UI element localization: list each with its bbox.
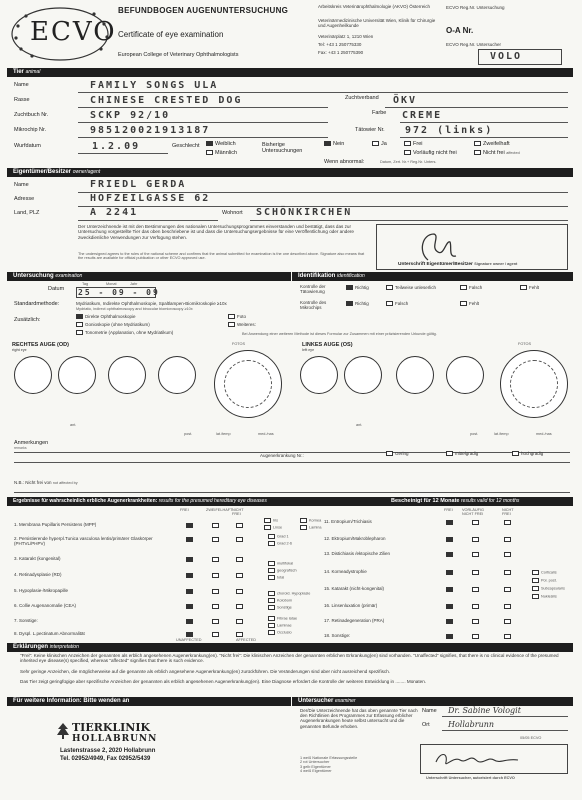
col-notfree: NICHT FREI: [232, 508, 244, 517]
result-sub-option[interactable]: Occlusio: [268, 630, 292, 635]
chip-correct-checkbox[interactable]: [346, 301, 353, 306]
result-checkbox[interactable]: [446, 570, 453, 575]
result-free-option[interactable]: Frei: [404, 141, 422, 147]
name-label: Name: [14, 82, 29, 88]
examiner-reg-value: VOLO: [490, 51, 523, 62]
owner-name-label: Name: [14, 182, 29, 188]
clinic-street: Lastenstrasse 2, 2020 Hollabrunn: [60, 748, 156, 754]
result-item-left: 5. Hypoplasie-/Mikropapille: [14, 588, 69, 593]
dist-3: 4 weiß Eigentümer: [300, 769, 332, 774]
male-option[interactable]: Männlich: [206, 150, 237, 156]
result-checkbox[interactable]: [446, 552, 453, 557]
cataract-sub-option[interactable]: Nukleäris: [532, 594, 557, 599]
not-affected-label: N.B.: Nicht frei von not affected by: [14, 480, 78, 485]
result-checkbox[interactable]: [504, 520, 511, 525]
result-sub-option[interactable]: Linse: [264, 525, 282, 530]
owner-signature: [416, 230, 466, 266]
section-owner: Eigentümer/Besitzer owner/agent: [7, 168, 573, 177]
gonio-option[interactable]: Gonioskopie (ohne Mydriatikum): [76, 322, 150, 327]
result-item-left: 1. Membrana Pupillaris Persistens (MPP): [14, 522, 97, 527]
form-subtitle: Certificate of eye examination: [118, 30, 224, 39]
result-checkbox[interactable]: [472, 619, 479, 624]
section-results-left: Ergebnisse für wahrscheinlich erbliche Augenerkrankheiten: results for the presumed hereditary eye diseases: [7, 497, 391, 506]
result-doubtful-checkbox[interactable]: [474, 141, 481, 146]
eye-orientation-label: med./nas: [536, 432, 552, 436]
country-value: A 2241: [90, 207, 139, 218]
result-item-right: 17. Retinadegeneration (PRA): [324, 618, 385, 623]
examiner-name: Dr. Sabine Vologit: [448, 706, 521, 715]
result-notfree-option[interactable]: Nicht frei affected: [474, 150, 520, 156]
fotos-right: FOTOS: [232, 342, 246, 346]
col-notfree-r: NICHT FREI: [502, 508, 514, 517]
date-month: Monat: [106, 282, 117, 286]
result-checkbox[interactable]: [212, 523, 219, 528]
result-sub-option[interactable]: Laminae: [268, 623, 292, 628]
result-item-right: 15. Katarakt (nicht-kongenital): [324, 586, 385, 591]
clinic-tel: Tel. 02952/4949, Fax 02952/5439: [60, 756, 151, 762]
result-checkbox[interactable]: [504, 634, 511, 639]
sex-label: Geschlecht: [172, 143, 200, 149]
additional-label: Zusätzlich:: [14, 317, 41, 323]
eye-diagram-circle: [446, 356, 484, 394]
standard-en: Mydriatic, indirect ophthalmoscopy and binocular biomicroscopy ≥10x: [76, 307, 193, 311]
result-sub-option[interactable]: Kolobom: [268, 598, 292, 603]
result-checkbox[interactable]: [504, 552, 511, 557]
result-checkbox[interactable]: [504, 570, 511, 575]
reg-value: O-A Nr.: [446, 26, 474, 35]
result-sub-option[interactable]: Sonstige: [268, 605, 292, 610]
result-sub-option[interactable]: Fibrae latae: [268, 616, 297, 621]
result-item-left: 8. Dyspl. L.pectinatum Abnormalität: [14, 631, 85, 636]
date-day: Tag: [82, 282, 89, 286]
result-checkbox[interactable]: [236, 632, 243, 637]
result-checkbox[interactable]: [472, 634, 479, 639]
form-version: 05/05 ECVO: [520, 736, 542, 740]
result-checkbox[interactable]: [236, 537, 243, 542]
result-item-right: 14. Korneadystrophie: [324, 569, 367, 574]
foto-checkbox[interactable]: [228, 314, 235, 319]
tattoo-label: Tätowier Nr.: [355, 127, 385, 133]
copy-distribution: [300, 756, 410, 773]
eye-diagram-circle: [396, 356, 434, 394]
city-label: Wohnort: [222, 210, 243, 216]
assoc-tel: Tel: +43 1 250775330: [318, 42, 362, 47]
examiner-reg-label: ECVO Reg.Nr. Untersucher: [446, 42, 502, 47]
result-checkbox[interactable]: [186, 604, 193, 609]
result-item-right: 13. Distichiasis /ektopische Zilien: [324, 551, 391, 556]
section-explanations: Erklärungen interpretation: [7, 643, 573, 652]
tattoo-missing-checkbox[interactable]: [520, 285, 527, 290]
direct-option[interactable]: Direkte Ophthalmoskopie: [76, 314, 136, 319]
result-checkbox[interactable]: [446, 604, 453, 609]
col-free: FREI: [180, 508, 189, 512]
cataract-sub-option[interactable]: Subcapsularis: [532, 586, 565, 591]
col-free-r: FREI: [444, 508, 453, 512]
result-unaffected-checkbox[interactable]: [404, 150, 411, 155]
fundus-ring: [510, 360, 558, 408]
eye-orientation-label: med./nas: [258, 432, 274, 436]
section-info: Für weitere Information: Bitte wenden an: [7, 697, 291, 706]
assoc-line1: Arbeitskreis Veterinärophthalmologie (AKVO) Österreich: [318, 4, 431, 9]
chip-wrong[interactable]: Falsch: [386, 301, 408, 306]
standard-label: Standardmethode:: [14, 301, 60, 307]
result-checkbox[interactable]: [212, 589, 219, 594]
eye-orientation-label: post.: [470, 432, 479, 436]
right-eye-label: RECHTES AUGE (OD) right eye: [12, 342, 69, 353]
result-checkbox[interactable]: [186, 589, 193, 594]
result-unaffected-option[interactable]: Vorläufig nicht frei: [404, 150, 457, 156]
result-checkbox[interactable]: [236, 573, 243, 578]
studbook-value: SCKP 92/10: [90, 110, 171, 121]
studbook-label: Zuchtbuch Nr.: [14, 112, 49, 118]
address-value: HOFZEILGASSE 62: [90, 193, 211, 204]
gonio-checkbox[interactable]: [76, 322, 83, 327]
eye-orientation-label: lat./temp: [494, 432, 509, 436]
examiner-signature-label: Unterschrift Untersucher, autorisiert durch ECVO: [426, 776, 515, 780]
tattoo-correct-checkbox[interactable]: [346, 285, 353, 290]
section-results-right: Bescheinigt für 12 Monate results valid for 12 months: [385, 497, 573, 506]
club-label: Zuchtverband: [345, 95, 379, 101]
examiner-signature: [432, 748, 522, 770]
tono-option[interactable]: Tonometrie (Applanation, ohne Mydriatikum): [76, 330, 173, 335]
chip-label: Mikrochip Nr.: [14, 127, 47, 133]
direct-checkbox[interactable]: [76, 314, 83, 319]
female-checkbox[interactable]: [206, 141, 213, 146]
result-checkbox[interactable]: [236, 523, 243, 528]
result-checkbox[interactable]: [446, 587, 453, 592]
result-checkbox[interactable]: [236, 589, 243, 594]
result-checkbox[interactable]: [236, 619, 243, 624]
clinic-name: TIERKLINIK: [72, 721, 151, 734]
dist-1: 2 rot Untersucher: [300, 760, 330, 765]
result-checkbox[interactable]: [446, 634, 453, 639]
affected-label: AFFECTED: [236, 638, 257, 642]
result-item-left: 7. Sonstige:: [14, 618, 38, 623]
chip-wrong-checkbox[interactable]: [386, 301, 393, 306]
result-checkbox[interactable]: [472, 587, 479, 592]
result-item-right: 16. Linsenluxation (primär): [324, 603, 378, 608]
consent-en: The undersigned agrees to the rules of the national scheme and confirms that the animal submitted for examination is the one described above. Signature also means that the results are available for official publication or other ECVO approved use.: [78, 252, 365, 261]
examiner-place-label: Ort: [422, 722, 430, 728]
result-checkbox[interactable]: [236, 557, 243, 562]
mild-checkbox[interactable]: [386, 451, 393, 456]
eye-diagram-circle: [58, 356, 96, 394]
eye-orientation-label: ant.: [70, 423, 77, 427]
result-checkbox[interactable]: [472, 520, 479, 525]
result-sub-option[interactable]: Iris: [264, 518, 278, 523]
dist-2: 3 gelb Eigentümer: [300, 764, 331, 769]
color-value: CREME: [402, 110, 443, 121]
eye-diagram-circle: [300, 356, 338, 394]
form-title: BEFUNDBOGEN AUGENUNTERSUCHUNG: [118, 6, 289, 15]
weitere-option[interactable]: Weiteres:: [228, 322, 256, 327]
result-checkbox[interactable]: [212, 537, 219, 542]
eye-diagram-circle: [158, 356, 196, 394]
result-item-left: 3. Katarakt (kongenital): [14, 556, 61, 561]
result-sub-option[interactable]: Grad 1: [268, 534, 289, 539]
section-animal: Tier animal: [7, 68, 573, 77]
owner-signature-label: Unterschrift Eigentümer/Besitzer Signature owner / agent: [398, 262, 518, 267]
birth-label: Wurfdatum: [14, 143, 41, 149]
eye-orientation-label: post.: [184, 432, 193, 436]
result-sub-option[interactable]: geografisch: [268, 568, 297, 573]
result-checkbox[interactable]: [186, 557, 193, 562]
result-free-checkbox[interactable]: [404, 141, 411, 146]
result-checkbox[interactable]: [504, 604, 511, 609]
result-checkbox[interactable]: [212, 619, 219, 624]
cataract-sub-option[interactable]: Pol. post.: [532, 578, 557, 583]
foto-option[interactable]: Foto: [228, 314, 246, 319]
birth-value: 1.2.09: [92, 141, 141, 152]
prev-no-option[interactable]: Nein: [324, 141, 344, 147]
weitere-checkbox[interactable]: [228, 322, 235, 327]
dist-0: 1 weiß Nationale Erfassungsstelle: [300, 756, 358, 760]
method-note: Bei Anwendung einer weiteren Methode ist dieses Formular zur Zusammen mit einer präzisierenden Urkunde gültig.: [242, 332, 437, 336]
eye-orientation-label: lat./temp: [216, 432, 231, 436]
tattoo-check-label: Kontrolle der Tätowierung: [300, 284, 326, 295]
result-checkbox[interactable]: [186, 573, 193, 578]
tattoo-wrong-checkbox[interactable]: [460, 285, 467, 290]
examiner-text: Der/Die Unterzeichnende hat das oben genannte Tier nach den Richtlinien des Programmes zur Erfassung erblicher Augenerkrankungen heute selbst untersucht und die genannten Befunde erhoben.: [300, 708, 418, 729]
chip-correct[interactable]: Richtig: [346, 301, 369, 306]
remarks-label: Anmerkungen remarks: [14, 440, 49, 451]
result-sub-option[interactable]: total: [268, 575, 284, 580]
tattoo-value: 972 (links): [405, 125, 494, 136]
tono-checkbox[interactable]: [76, 330, 83, 335]
club-value: ÖKV: [393, 95, 418, 106]
tattoo-wrong[interactable]: Falsch: [460, 285, 482, 290]
moderate-checkbox[interactable]: [446, 451, 453, 456]
result-checkbox[interactable]: [212, 632, 219, 637]
tattoo-missing[interactable]: Fehlt: [520, 285, 539, 290]
assoc-line3: Veterinärplatz 1, 1210 Wien: [318, 34, 374, 39]
result-item-left: 6. Collie Augenanomalie (CEA): [14, 603, 77, 608]
result-checkbox[interactable]: [236, 604, 243, 609]
result-checkbox[interactable]: [446, 619, 453, 624]
assoc-line2: Veterinärmedizinische Universität Wien, Klinik für Chirurgie und Augenheilkunde: [318, 18, 436, 29]
result-checkbox[interactable]: [186, 537, 193, 542]
assoc-fax: Fax: +43 1 250775390: [318, 50, 364, 55]
mild-option[interactable]: Gering: [386, 451, 409, 456]
result-checkbox[interactable]: [504, 587, 511, 592]
result-item-right: 11. Entropium/Trichiasis: [324, 519, 372, 524]
prev-no-checkbox[interactable]: [324, 141, 331, 146]
chip-missing[interactable]: Fehlt: [460, 301, 479, 306]
result-checkbox[interactable]: [472, 552, 479, 557]
explanation-1: "Frei": Keine klinischen Anzeichen der genannten als erblich angesehenen Augenerkrankung(en). "Nicht frei": Die klinischen Anzeichen der genannten erblichen Erkrankung(en) sind vorhanden. "Unaffected" signifies, that there is no clinical evidence of the presumed inherited eye disease(s) specified, whereas "affected" signifies that there is such evidence.: [20, 653, 559, 664]
result-checkbox[interactable]: [446, 537, 453, 542]
col-doubt: ZWEIFELHAFT: [206, 508, 233, 512]
tattoo-correct[interactable]: Richtig: [346, 285, 369, 290]
moderate-option[interactable]: mittelgradig: [446, 451, 478, 456]
severity-label: Augenerkrankung Nr.:: [260, 453, 304, 458]
standard-text: Mydriatikum, Indirekte Ophthalmoskopie, Spaltlampen-Biomikroskopie ≥10x: [76, 301, 227, 306]
country-label: Land, PLZ: [14, 210, 40, 216]
tattoo-partially-checkbox[interactable]: [386, 285, 393, 290]
result-sub-option[interactable]: choroid. Hypoplasie: [268, 591, 310, 596]
date-value: 25 - 09 - 09: [78, 288, 160, 297]
col-prov: VORLÄUFIG NICHT FREI: [462, 508, 484, 517]
result-checkbox[interactable]: [212, 604, 219, 609]
result-checkbox[interactable]: [186, 632, 193, 637]
explanation-3: Das Tier zeigt geringfügige aber spezifische Anzeichen der genannten als erblich angesehenen Augenerkrankung(en). Eine Diagnose erfordert die Kontrolle der weiteren Entwicklung in ........ Monaten.: [20, 679, 427, 684]
female-option[interactable]: Weiblich: [206, 141, 236, 147]
fundus-ring: [224, 360, 272, 408]
result-notfree-checkbox[interactable]: [474, 150, 481, 155]
eye-orientation-label: ant.: [356, 423, 363, 427]
unaffected-label: UNAFFECTED: [176, 638, 202, 642]
breed-label: Rasse: [14, 97, 30, 103]
section-identification: Identifikation identification: [292, 272, 573, 281]
eye-diagram-circle: [108, 356, 146, 394]
section-examiner: Untersucher examiner: [292, 697, 573, 706]
fotos-left: FOTOS: [518, 342, 532, 346]
examiner-place: Hollabrunn: [448, 720, 495, 729]
date-year: Jahr: [130, 282, 138, 286]
result-sub-option[interactable]: Kornea: [300, 518, 321, 523]
result-item-right: 18. Sonstige:: [324, 633, 351, 638]
examiner-name-label: Name: [422, 708, 437, 714]
result-checkbox[interactable]: [186, 523, 193, 528]
result-sub-option[interactable]: Lamina: [300, 525, 321, 530]
chip-missing-checkbox[interactable]: [460, 301, 467, 306]
result-checkbox[interactable]: [472, 604, 479, 609]
color-label: Farbe: [372, 110, 387, 116]
result-sub-option[interactable]: multifokal: [268, 561, 293, 566]
eye-diagram-circle: [14, 356, 52, 394]
result-item-left: 2. Persistierende hyperpl.Tunica vasculosa lentis/primärer Glaskörper (PHTVL/PHPV): [14, 536, 153, 547]
clinic-city: HOLLABRUNN: [72, 734, 158, 744]
explanation-2: Sehr geringe Anzeichen, die möglicherweise auf die genannte als erblich angesehene Augenerkrankung(en) zurückführen. Die Veränderungen sind aber nicht ausreichend spezifisch.: [20, 669, 391, 674]
section-exam: Untersuchung examination: [7, 272, 291, 281]
breed-value: CHINESE CRESTED DOG: [90, 95, 243, 106]
severe-checkbox[interactable]: [512, 451, 519, 456]
prev-yes-option[interactable]: Ja: [372, 141, 387, 147]
result-checkbox[interactable]: [186, 619, 193, 624]
result-item-right: 12. Ektropium/Makroblepharon: [324, 536, 386, 541]
result-sub-option[interactable]: Grad 2-6: [268, 541, 292, 546]
result-doubtful-option[interactable]: Zweifelhaft: [474, 141, 510, 147]
cataract-sub-option[interactable]: Corticalis: [532, 570, 557, 575]
consent-text: Der Unterzeichnende ist mit den Bestimmungen des nationalen Untersuchungsprogrammes einverstanden und bestätigt, dass das zur Untersuchung vorgestellte Tier das oben beschriebene ist und dass die Untersuchungsergebnisse für eine Veröffentlichung oder andere zweckdienliche Verwendungen zur Verfügung stehen.: [78, 224, 354, 240]
when-label: Wenn abnormal:: [324, 159, 365, 165]
tattoo-partially[interactable]: Teilweise unleserlich: [386, 285, 436, 290]
male-checkbox[interactable]: [206, 150, 213, 155]
result-checkbox[interactable]: [472, 570, 479, 575]
address-label: Adresse: [14, 196, 35, 202]
prev-exam-label: Bisherige Untersuchungen: [262, 142, 303, 155]
college-name: European College of Veterinary Ophthalmologists: [118, 52, 239, 58]
result-item-left: 4. Retinadysplasie (RD): [14, 572, 62, 577]
result-checkbox[interactable]: [212, 557, 219, 562]
date-label: Datum: [48, 286, 65, 292]
chip-value: 985120021913187: [90, 125, 211, 136]
result-checkbox[interactable]: [504, 619, 511, 624]
logo-text: ECVO: [30, 17, 117, 47]
when-sub: Datum, Zert. Nr.+ Reg.Nr. Unters.: [380, 160, 437, 164]
eye-diagram-circle: [344, 356, 382, 394]
city-value: SCHÖNKIRCHEN: [256, 207, 353, 218]
left-eye-label: LINKES AUGE (OS) left eye: [302, 342, 353, 353]
result-checkbox[interactable]: [472, 537, 479, 542]
prev-yes-checkbox[interactable]: [372, 141, 379, 146]
reg-label: ECVO Reg.Nr. Untersuchung: [446, 5, 505, 10]
chip-check-label: Kontrolle des Mikrochips: [300, 300, 327, 311]
owner-name: FRIEDL GERDA: [90, 179, 187, 190]
result-checkbox[interactable]: [212, 573, 219, 578]
severe-option[interactable]: hochgradig: [512, 451, 543, 456]
clinic-logo-icon: [56, 722, 70, 740]
animal-name: FAMILY SONGS ULA: [90, 80, 219, 91]
result-checkbox[interactable]: [504, 537, 511, 542]
result-checkbox[interactable]: [446, 520, 453, 525]
